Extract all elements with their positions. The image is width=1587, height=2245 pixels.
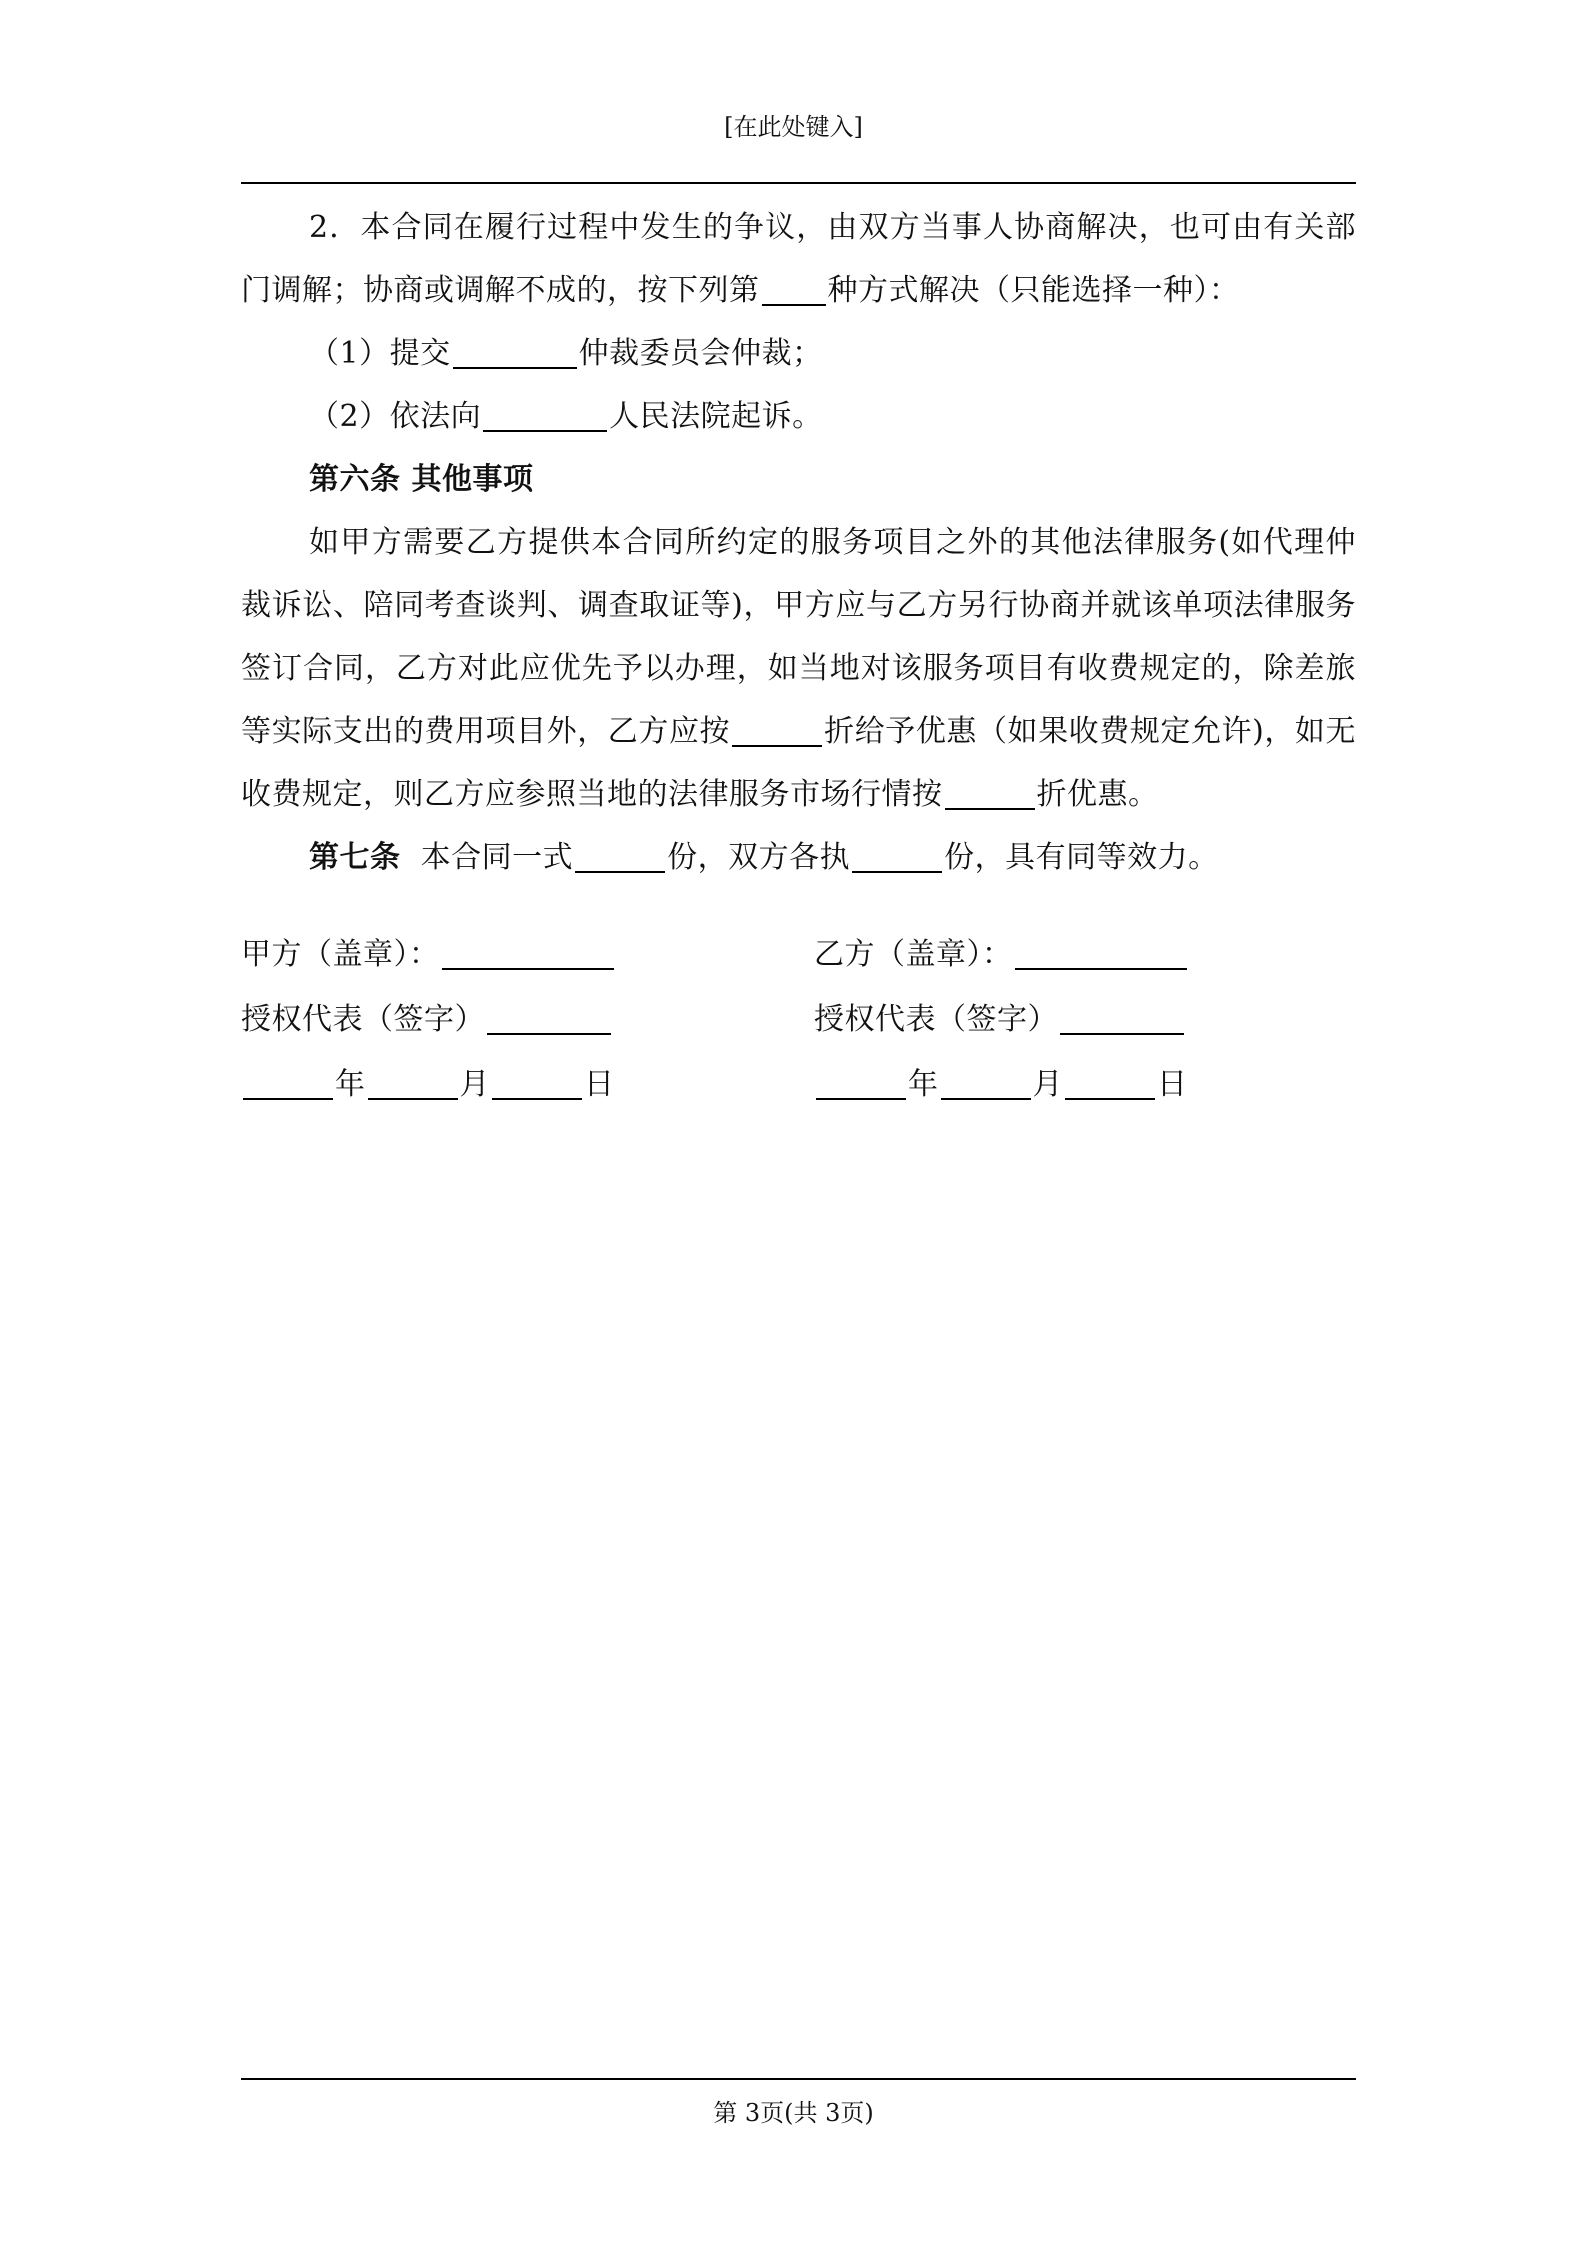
party-b-seal-blank <box>1015 938 1187 970</box>
article-6-title: 第六条 其他事项 <box>309 462 534 497</box>
party-b-seal-label: 乙方（盖章）： <box>814 937 1013 972</box>
party-a-month-blank <box>368 1068 458 1100</box>
page-footer: 第 3页(共 3页) <box>713 2099 874 2127</box>
party-a-seal-label: 甲方（盖章）： <box>241 937 440 972</box>
option-court-b: 人民法院起诉。 <box>609 399 823 434</box>
option-arbitration-b: 仲裁委员会仲裁； <box>578 336 823 371</box>
party-b-signature-block <box>814 922 1354 1117</box>
party-b-day-blank <box>1065 1068 1155 1100</box>
party-a-day-label: 日 <box>584 1067 615 1102</box>
party-b-year-blank <box>816 1068 906 1100</box>
header-rule <box>241 182 1356 184</box>
copies-each-blank <box>852 841 942 873</box>
page-header: [在此处键入] <box>724 113 863 141</box>
method-choice-blank <box>762 274 826 306</box>
party-a-day-blank <box>492 1068 582 1100</box>
dispute-paragraph <box>241 196 1356 322</box>
article-7-paragraph <box>241 826 1356 889</box>
footer-rule <box>241 2078 1356 2080</box>
dispute-text-b: 种方式解决（只能选择一种）： <box>827 273 1240 308</box>
party-a-date-row <box>241 1052 781 1117</box>
party-a-year-label: 年 <box>335 1067 366 1102</box>
arbitration-committee-blank <box>453 337 577 369</box>
party-a-year-blank <box>243 1068 333 1100</box>
party-a-rep-row <box>241 987 781 1052</box>
party-a-signature-block <box>241 922 781 1117</box>
dispute-text-a: 2．本合同在履行过程中发生的争议，由双方当事人协商解决，也可由有关部门调解；协商或调解不成的，按下列第 <box>241 210 1356 308</box>
option-court-a: （2）依法向 <box>309 399 482 434</box>
document-body <box>241 196 1356 889</box>
copies-total-blank <box>575 841 665 873</box>
party-a-month-label: 月 <box>459 1067 490 1102</box>
party-b-rep-blank <box>1060 1003 1184 1035</box>
article-7-text-c: 份，具有同等效力。 <box>944 840 1219 875</box>
option-arbitration-a: （1）提交 <box>309 336 451 371</box>
party-b-month-label: 月 <box>1032 1067 1063 1102</box>
party-a-seal-blank <box>442 938 614 970</box>
party-b-year-label: 年 <box>908 1067 939 1102</box>
article-6-text-c: 折优惠。 <box>1036 777 1159 812</box>
option-arbitration <box>241 322 1356 385</box>
discount-blank-2 <box>945 778 1035 810</box>
party-b-rep-label: 授权代表（签字） <box>814 1002 1058 1037</box>
party-b-seal-row <box>814 922 1354 987</box>
party-b-date-row <box>814 1052 1354 1117</box>
party-b-rep-row <box>814 987 1354 1052</box>
court-name-blank <box>483 400 607 432</box>
article-6-paragraph <box>241 511 1356 826</box>
article-7-text-b: 份，双方各执 <box>667 840 851 875</box>
article-6-text-a: 如甲方需要乙方提供本合同所约定的服务项目之外的其他法律服务(如代理仲裁诉讼、陪同考查谈判、调查取证等)，甲方应与乙方另行协商并就该单项法律服务签订合同，乙方对此应优先予以办理，如当地对该服务项目有收费规定的，除差旅等实际支出的费用项目外，乙方应按 <box>241 525 1356 749</box>
article-7-text-a: 本合同一式 <box>420 840 574 875</box>
article-7-title: 第七条 <box>309 840 401 875</box>
party-a-seal-row <box>241 922 781 987</box>
party-b-month-blank <box>941 1068 1031 1100</box>
party-b-day-label: 日 <box>1157 1067 1188 1102</box>
article-6-text-b: 折给予优惠（如果收费规定允许)，如无收费规定，则乙方应参照当地的法律服务市场行情按 <box>241 714 1356 812</box>
party-a-rep-label: 授权代表（签字） <box>241 1002 485 1037</box>
option-court <box>241 385 1356 448</box>
party-a-rep-blank <box>487 1003 611 1035</box>
discount-blank-1 <box>732 715 822 747</box>
